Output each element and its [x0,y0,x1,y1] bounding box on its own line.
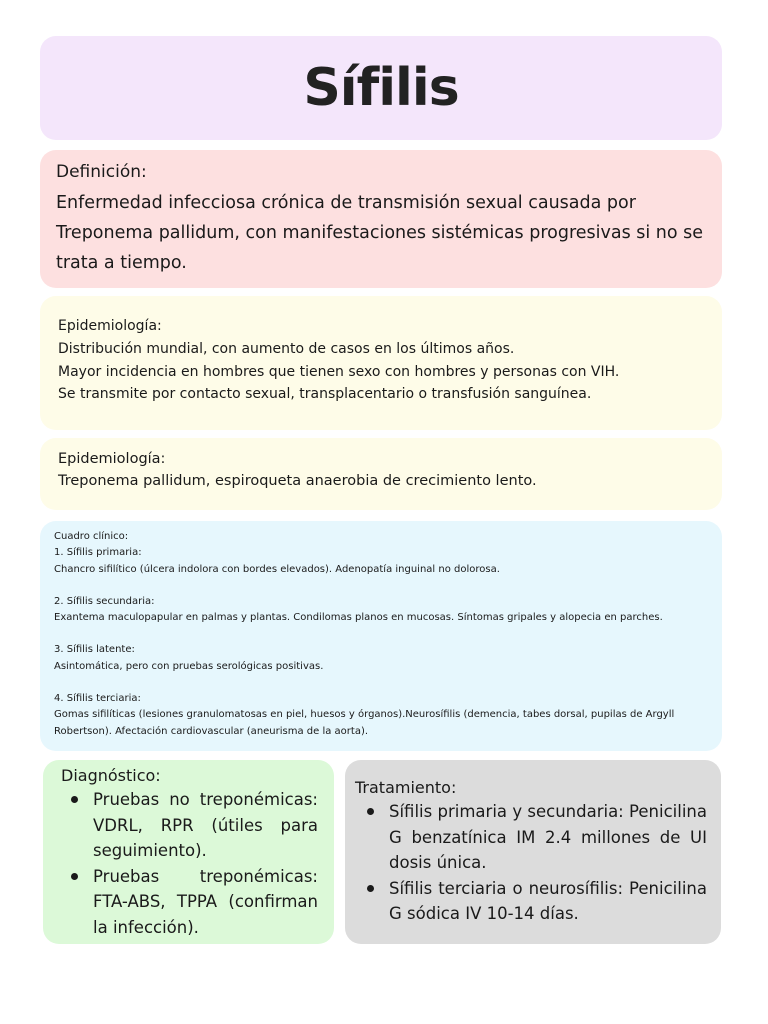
stage-title: 4. Sífilis terciaria: [54,693,141,705]
list-item [389,799,707,876]
stage-title: 1. Sífilis primaria: [54,547,142,559]
stage-title: 3. Sífilis latente: [54,644,135,656]
list-item [93,787,318,864]
definition-card [40,150,722,288]
stage-title: 2. Sífilis secundaria: [54,595,155,607]
list-item-text: Pruebas treponémicas: FTA-ABS, TPPA (confirman la infección). [93,866,318,937]
list-item-text: Sífilis primaria y secundaria: Penicilina G benzatínica IM 2.4 millones de UI dosis única. [389,802,707,872]
diagnosis-heading: Diagnóstico: [61,766,161,785]
treatment-card [345,760,721,944]
epidemiology-card [40,296,722,430]
definition-text: Enfermedad infecciosa crónica de transmisión sexual causada por Treponema pallidum, con manifestaciones sistémicas progresivas si no se trata a tiempo. [56,193,704,273]
list-item-text: Pruebas no treponémicas: VDRL, RPR (útiles para seguimiento). [93,790,318,860]
epidemiology-line: Se transmite por contacto sexual, transplacentario o transfusión sanguínea. [58,386,592,402]
bullet-icon [367,885,374,892]
epidemiology-heading: Epidemiología: [58,318,162,334]
stage-text: Asintomática, pero con pruebas serológicas positivas. [54,660,324,672]
list-item [389,876,707,927]
etiology-card [40,438,722,510]
stage-text: Chancro sifilítico (úlcera indolora con bordes elevados). Adenopatía inguinal no dolorosa. [54,563,500,575]
clinical-card [40,521,722,751]
diagnosis-card [43,760,334,944]
bullet-icon [71,796,78,803]
bullet-icon [71,873,78,880]
clinical-heading: Cuadro clínico: [54,531,129,542]
epidemiology-line: Distribución mundial, con aumento de casos en los últimos años. [58,341,515,357]
list-item-text: Sífilis terciaria o neurosífilis: Penicilina G sódica IV 10-14 días. [389,878,707,923]
bullet-icon [367,808,374,815]
treatment-list [355,799,707,927]
diagnosis-list [59,787,318,940]
stage-text: Exantema maculopapular en palmas y plantas. Condilomas planos en mucosas. Síntomas gripales y alopecia en parches. [54,612,663,624]
stage-text: Gomas sifilíticas (lesiones granulomatosas en piel, huesos y órganos).Neurosífilis (demencia, tabes dorsal, pupilas de Argyll Robertson). Afectación cardiovascular (aneurisma de la aorta). [54,709,675,737]
etiology-heading: Epidemiología: [58,451,166,467]
definition-heading: Definición: [56,162,147,182]
list-item [93,864,318,941]
title-card [40,36,722,140]
epidemiology-line: Mayor incidencia en hombres que tienen sexo con hombres y personas con VIH. [58,363,620,380]
page-title: Sífilis [303,58,459,118]
treatment-heading: Tratamiento: [355,778,457,797]
etiology-text: Treponema pallidum, espiroqueta anaerobia de crecimiento lento. [58,473,537,489]
